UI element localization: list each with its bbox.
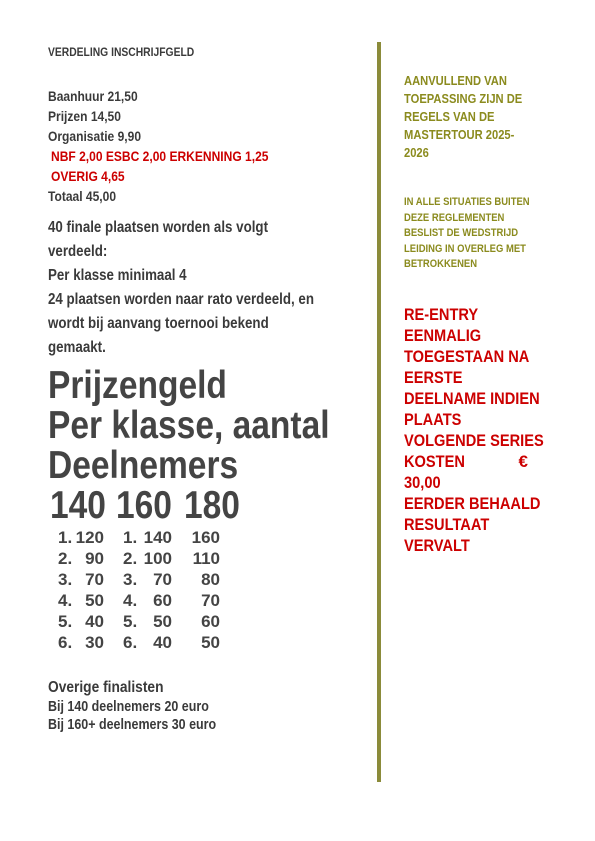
finale-line: verdeeld: — [48, 243, 108, 260]
rules-note — [404, 195, 579, 273]
vertical-divider — [377, 42, 381, 782]
prize-title-line: Prijzengeld — [48, 364, 227, 407]
prize-cell-v160: 140 — [143, 528, 172, 547]
prize-cell-v160: 50 — [153, 612, 172, 631]
prize-row — [48, 528, 373, 549]
prize-row — [48, 570, 373, 591]
prize-cell-pos2: 6. — [123, 633, 138, 652]
prize-cell-pos1: 4. — [58, 591, 73, 610]
note-line: IN ALLE SITUATIES BUITEN — [404, 196, 530, 208]
header-160: 160 — [116, 484, 172, 527]
prize-headers — [48, 486, 373, 526]
overige-finalisten — [48, 678, 373, 734]
fees-heading: VERDELING INSCHRIJFGELD — [48, 45, 195, 59]
prize-cell-v180: 110 — [192, 549, 220, 568]
prize-cell-v160: 40 — [153, 633, 172, 652]
note-line: AANVULLEND VAN — [404, 73, 507, 88]
note-line: DEZE REGLEMENTEN — [404, 211, 505, 224]
note-line: MASTERTOUR 2025- — [404, 127, 515, 142]
prize-cell-v180: 50 — [201, 633, 220, 652]
re-entry-line: 30,00 — [404, 473, 441, 492]
kosten-line — [404, 451, 528, 472]
note-line: LEIDING IN OVERLEG MET — [404, 242, 526, 255]
prize-row — [48, 549, 373, 570]
prize-cell-pos1: 2. — [58, 549, 73, 568]
overige-line: Bij 160+ deelnemers 30 euro — [48, 717, 217, 733]
re-entry-line: EENMALIG — [404, 326, 482, 345]
prize-cell-v160: 100 — [143, 549, 172, 568]
prize-cell-v140: 120 — [75, 528, 104, 547]
fee-list — [48, 86, 373, 206]
prize-cell-v140: 90 — [85, 549, 104, 568]
re-entry-line: PLAATS — [404, 410, 462, 429]
prize-cell-pos2: 4. — [123, 591, 138, 610]
re-entry-line: RE-ENTRY — [404, 305, 479, 324]
finale-text — [48, 216, 373, 360]
prize-title-line: Deelnemers — [48, 444, 239, 487]
note-line: REGELS VAN DE — [404, 109, 495, 124]
finale-line: Per klasse minimaal 4 — [48, 267, 187, 284]
prize-row — [48, 633, 373, 654]
finale-line: wordt bij aanvang toernooi bekend — [48, 315, 269, 332]
re-entry-line: RESULTAAT — [404, 515, 490, 534]
kosten-label: KOSTEN — [404, 452, 465, 471]
prize-cell-pos1: 6. — [58, 633, 73, 652]
overige-title: Overige finalisten — [48, 679, 164, 696]
fee-organisatie: Organisatie 9,90 — [48, 128, 142, 144]
prize-cell-v180: 160 — [191, 528, 220, 547]
fee-overig: OVERIG 4,65 — [51, 168, 125, 184]
re-entry-line: VOLGENDE SERIES — [404, 431, 544, 450]
prize-cell-v180: 60 — [201, 612, 220, 631]
mastertour-note — [404, 72, 579, 162]
prize-cell-v160: 60 — [153, 591, 172, 610]
prize-cell-pos1: 1. — [58, 528, 73, 547]
re-entry-line: TOEGESTAAN NA — [404, 347, 530, 366]
prize-cell-pos1: 5. — [58, 612, 73, 631]
prize-cell-v180: 80 — [201, 570, 220, 589]
fee-baanhuur: Baanhuur 21,50 — [48, 88, 138, 104]
header-180: 180 — [184, 484, 240, 527]
euro-sign: € — [518, 452, 528, 471]
prize-title-line: Per klasse, aantal — [48, 404, 330, 447]
prize-title — [48, 366, 373, 526]
prize-cell-v140: 70 — [85, 570, 104, 589]
fee-prijzen: Prijzen 14,50 — [48, 108, 121, 124]
header-140: 140 — [50, 484, 106, 527]
prize-cell-v140: 50 — [85, 591, 104, 610]
prize-cell-v140: 40 — [85, 612, 104, 631]
note-line: 2026 — [404, 145, 429, 160]
re-entry-note — [404, 304, 579, 556]
prize-row — [48, 591, 373, 612]
note-line: BETROKKENEN — [404, 258, 478, 270]
prize-cell-v140: 30 — [85, 633, 104, 652]
prize-row — [48, 612, 373, 633]
prize-cell-pos2: 3. — [123, 570, 138, 589]
prize-cell-v160: 70 — [153, 570, 172, 589]
finale-line: 24 plaatsen worden naar rato verdeeld, en — [48, 291, 314, 308]
fee-bonds: NBF 2,00 ESBC 2,00 ERKENNING 1,25 — [51, 148, 269, 164]
left-column — [48, 44, 373, 734]
overige-line: Bij 140 deelnemers 20 euro — [48, 699, 209, 715]
prize-cell-pos1: 3. — [58, 570, 73, 589]
finale-line: gemaakt. — [48, 339, 106, 356]
prize-cell-v180: 70 — [201, 591, 220, 610]
prize-cell-pos2: 2. — [123, 549, 138, 568]
re-entry-line: EERDER BEHAALD — [404, 494, 541, 513]
fee-totaal: Totaal 45,00 — [48, 188, 117, 204]
prize-cell-pos2: 5. — [123, 612, 138, 631]
note-line: BESLIST DE WEDSTRIJD — [404, 227, 519, 239]
note-line: TOEPASSING ZIJN DE — [404, 91, 523, 106]
prize-table — [48, 528, 373, 654]
prize-cell-pos2: 1. — [123, 528, 138, 547]
finale-line: 40 finale plaatsen worden als volgt — [48, 219, 269, 236]
re-entry-line: VERVALT — [404, 536, 470, 555]
re-entry-line: EERSTE — [404, 368, 463, 387]
re-entry-line: DEELNAME INDIEN — [404, 389, 540, 408]
